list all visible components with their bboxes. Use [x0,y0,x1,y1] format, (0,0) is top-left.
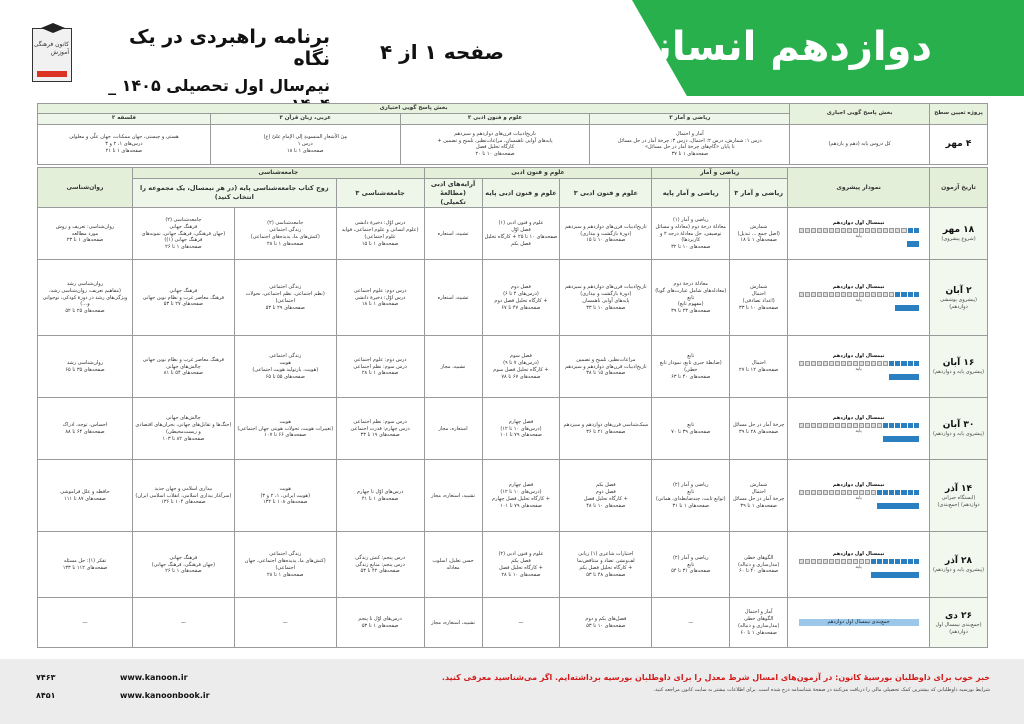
col-sub-lit: علوم و فنون ادبی ۳ [400,114,590,124]
col-project: پروژه تعیین سطح [930,104,988,125]
soc3-cell: درس دوم: علوم اجتماعی درس اوّل: ذخیرهٔ دانشی صفحه‌های ۱ تا ۱۸ [336,260,424,336]
progress-segment [817,228,822,233]
soc-base-b-cell: فرهنگ معاصر غرب و نظام نوین جهانی چالش‌های جهانی صفحه‌های ۵۴ تا ۸۱ [132,336,234,398]
progress-segment [799,559,804,564]
progress-segment [859,361,864,366]
kanoon-logo-icon [32,28,72,82]
progress-segment [895,292,900,297]
progress-chart [799,415,919,442]
col-group-soc: جامعه‌شناسی [132,168,424,179]
schedule-row [38,460,988,532]
col-group-math: ریاضی و آمار [652,168,788,179]
progress-segment [871,559,876,564]
progress-segment [895,490,900,495]
progress-segment [829,490,834,495]
footer-note: شرایط بورسیه داوطلبانی که بیشترین کمک تحصیلی مالی را دریافت می‌کنند در صفحهٔ شناسنامه درج شده است. برای اطلاعات بیشتر به سایت کانون مراجعه کنید. [653,687,990,693]
math3-cell: شمارش احتمال چرخهٔ آمار در حل مسائل صفحه‌های ۱ تا ۳۹ [730,460,788,532]
math-base-cell: — [652,598,730,648]
exam-date: ۲۶ دی [945,610,973,621]
progress-segment [889,559,894,564]
progress-segment [841,490,846,495]
progress-cell [788,598,930,648]
exam-date-cell [930,598,988,648]
progress-segment [835,559,840,564]
figures-cell: استعاره، مجاز [424,398,482,460]
progress-segment [853,228,858,233]
lit3-cell: مراعات‌نظیر، تلمیح و تضمین تاریخ‌ادبیات قرن‌های دوازدهم و سیزدهم صفحه‌های ۱۵ تا ۳۸ [560,336,652,398]
program-title-block [90,26,330,114]
progress-segment [811,559,816,564]
progress-segment [853,423,858,428]
progress-segment [859,490,864,495]
progress-segment [823,361,828,366]
progress-chart [799,551,919,578]
exam-date: ۳۰ آبان [942,419,975,430]
progress-cell [788,532,930,598]
lit3-cell: فصل یکم فصل دوم + کارگاه تحلیل فصل صفحه‌های ۱۰ تا ۴۸ [560,460,652,532]
soc-base-a-cell: جامعه‌شناسی (۲) زندگی اجتماعی (کنش‌های ما، پدیده‌های اجتماعی) صفحه‌های ۱ تا ۲۸ [234,208,336,260]
exam-date: ۱۴ آذر [945,483,973,494]
progress-segment [805,423,810,428]
progress-chart [799,220,919,247]
exam-date: ۱۶ آبان [942,357,975,368]
graduation-cap-icon [41,23,65,33]
progress-segment [901,361,906,366]
progress-segment [835,292,840,297]
soc-base-a-cell: زندگی اجتماعی (نظم اجتماعی، نظم اجتماعی، تحولات اجتماعی) صفحه‌های ۲۹ تا ۵۳ [234,260,336,336]
psy-cell: احساس، توجه، ادراک صفحه‌های ۶۴ تا ۸۸ [38,398,133,460]
progress-segment [895,228,900,233]
math3-cell: چرخهٔ آمار در حل مسائل صفحه‌های ۲۸ تا ۳۹ [730,398,788,460]
progress-segment [871,361,876,366]
lit-base-cell: علوم و فنون ادبی (۲) فصل یکم + کارگاه تحلیل فصل صفحه‌های ۱۰ تا ۲۸ [482,532,560,598]
progress-segment [853,559,858,564]
col-sub-math: ریاضی و آمار ۳ [590,114,790,124]
exam-date-sub: (پیشروی پایه و دوازدهم) [932,369,985,376]
progress-segment [823,559,828,564]
base-progress-strip [871,572,919,578]
figures-cell: تشبیه، استعاره [424,260,482,336]
progress-chart [799,482,919,509]
progress-chart [799,353,919,380]
exam-date-cell [930,260,988,336]
exam-date-cell [930,208,988,260]
progress-segment [853,292,858,297]
footer [0,659,1024,724]
col-optional: بخش پاسخ گویی اختیاری [38,104,790,114]
soc-base-b-cell: بیداری اسلامی و جهان جدید (سرآغاز بیداری اسلامی، انقلاب اسلامی ایران) صفحه‌های ۱۰۴ تا ۱۳۶ [132,460,234,532]
exam-date-sub: (جمع‌بندی نیمسال اول دوازدهم) [935,622,982,635]
progress-segment [914,361,919,366]
math-base-cell: معادلهٔ درجهٔ دوم (معادله‌های شامل عبارت‌های گویا) تابع (مفهوم تابع) صفحه‌های ۲۳ تا ۳۹ [652,260,730,336]
base-progress-strip [877,503,919,509]
figures-cell: تشبیه، استعاره، مجاز [424,460,482,532]
progress-segment [908,559,913,564]
progress-segment [877,361,882,366]
progress-title: نیمسال اول دوازدهم [832,414,885,421]
progress-segment [835,490,840,495]
progress-segment [847,228,852,233]
soc-base-b-cell: — [132,598,234,648]
progress-segment [859,423,864,428]
progress-title: نیمسال اول دوازدهم [832,283,885,290]
progress-segment [847,490,852,495]
progress-cell [788,336,930,398]
soc3-cell: درس سوم: نظم اجتماعی درس چهارم: قدرت اجتماعی صفحه‌های ۱۹ تا ۳۳ [336,398,424,460]
math3-cell: شمارش احتمال (اعداد تصادفی) صفحه‌های ۱۰ تا ۳۳ [730,260,788,336]
math3-cell: احتمال صفحه‌های ۱۲ تا ۲۷ [730,336,788,398]
progress-segment [829,361,834,366]
progress-segment [811,490,816,495]
exam-date-sub: (پیشروی پایه و دوازدهم) [932,567,985,574]
soc3-cell: درس‌های اوّل تا پنجم صفحه‌های ۱ تا ۵۳ [336,598,424,648]
schedule-row [38,260,988,336]
schedule-row [38,336,988,398]
col-soc3: جامعه‌شناسی ۳ [336,179,424,208]
progress-segment [871,490,876,495]
progress-label: پایه [855,233,862,239]
lit-base-cell: — [482,598,560,648]
review-bar: جمع‌بندی نیمسال اول دوازدهم [799,619,919,626]
progress-segment [823,292,828,297]
figures-cell: تشبیه، استعاره [424,208,482,260]
progress-segment [889,423,894,428]
lit-base-cell: فصل دوم (درس‌های ۴ تا ۶) + کارگاه تحلیل فصل دوم صفحه‌های ۴۷ تا ۶۷ [482,260,560,336]
progress-cell [788,260,930,336]
opt-arabic: مِنَ الأشعارِ المنسوبةِ إلی الإمامِ علیّ (ع) درس ۱ صفحه‌های ۱ تا ۱۸ [210,124,400,164]
progress-segment [908,292,913,297]
progress-segment [895,423,900,428]
col-lit3: علوم و فنون ادبی ۳ [560,179,652,208]
progress-segment [847,559,852,564]
progress-grid [799,423,919,428]
progress-segment [805,490,810,495]
progress-segment [883,361,888,366]
math3-cell: الگوهای خطی (مدل‌سازی و دنباله) صفحه‌های ۴۰ تا ۶۰ [730,532,788,598]
opt-math: آمار و احتمال درس ۱: شمارش، درس ۲: احتمال، درس ۳: چرخهٔ آمار در حل مسائل تا پایان «گام‌های چرخهٔ آمار در حل مسائل» صفحه‌های ۱ تا ۳۷ [590,124,790,164]
progress-cell [788,208,930,260]
progress-segment [829,292,834,297]
progress-segment [883,292,888,297]
page-number: صفحه ۱ از ۴ [380,40,504,64]
progress-segment [859,228,864,233]
math-base-cell: تابع (ضابطهٔ جبری تابع، نمودار تابع خطی) صفحه‌های ۴۰ تا ۶۳ [652,336,730,398]
sms-number-1: ۷۴۶۳ [36,673,56,682]
progress-segment [817,292,822,297]
progress-segment [847,292,852,297]
progress-segment [805,228,810,233]
lit-base-cell: فصل چهارم (درس‌های ۱۰ تا ۱۲) + کارگاه تحلیل فصل چهارم صفحه‌های ۷۹ تا ۱۰۱ [482,460,560,532]
col-figures: آرایه‌های ادبی (مطالعهٔ تکمیلی) [424,179,482,208]
progress-segment [901,228,906,233]
base-progress-strip [895,305,919,311]
progress-segment [871,228,876,233]
progress-cell [788,460,930,532]
progress-title: نیمسال اول دوازدهم [832,219,885,226]
psy-cell: حافظه و علل فراموشی صفحه‌های ۸۷ تا ۱۱۱ [38,460,133,532]
col-group-lit: علوم و فنون ادبی [424,168,652,179]
progress-segment [877,490,882,495]
logo-red-bar [37,71,67,77]
opt-lit: تاریخ‌ادبیات قرن‌های دوازدهم و سیزدهم پایه‌های آوایی ناهمسان، مراعات‌نظیر، تلمیح و تضمین + کارگاه تحلیل فصل صفحه‌های ۱۰ تا ۲۰ [400,124,590,164]
soc-base-b-cell: فرهنگ جهانی (جهان فرهنگی، فرهنگ جهانی) صفحه‌های ۱ تا ۲۶ [132,532,234,598]
lit3-cell: فصل‌های یکم و دوم صفحه‌های ۱۰ تا ۵۳ [560,598,652,648]
exam-date-cell [930,336,988,398]
progress-segment [805,292,810,297]
progress-segment [799,292,804,297]
progress-segment [889,228,894,233]
col-sub-philosophy: فلسفه ۲ [38,114,211,124]
program-subtitle: نیم‌سال اول تحصیلی ۱۴۰۵ _ [108,76,330,95]
math-base-cell: ریاضی و آمار (۲) تابع (توابع ثابت، چندضابطه‌ای، همانی) صفحه‌های ۱ تا ۳۱ [652,460,730,532]
progress-segment [883,490,888,495]
progress-segment [799,423,804,428]
progress-segment [877,292,882,297]
progress-segment [914,559,919,564]
soc-base-b-cell: چالش‌های جهانی (جنگ‌ها و تقابل‌های جهانی، بحران‌های اقتصادی و زیست‌محیطی) صفحه‌های ۸۲ تا ۱۰۳ [132,398,234,460]
progress-segment [865,423,870,428]
math-base-cell: تابع صفحه‌های ۳۹ تا ۷۰ [652,398,730,460]
progress-label: پایه [855,366,862,372]
footer-announcement: خبر خوب برای داوطلبان بورسیهٔ کانون: در آزمون‌های امسال شرط معدل را برای داوطلبان بورسیه برداشته‌ایم. اگر می‌شناسید معرفی کنید. [441,673,990,682]
progress-grid [799,361,919,366]
progress-segment [871,292,876,297]
progress-label: پایه [855,564,862,570]
exam-date: ۲ آبان [945,285,972,296]
exam-date-sub: (پیشروی پایه و دوازدهم) [932,431,985,438]
progress-segment [883,228,888,233]
progress-segment [811,361,816,366]
col-mandatory: بخش پاسخ گویی اجباری [790,104,930,125]
col-date: تاریخ آزمون [930,168,988,208]
progress-segment [817,559,822,564]
soc-base-a-cell: زندگی اجتماعی هویت (هویت، بازتولید هویت اجتماعی) صفحه‌های ۵۵ تا ۶۵ [234,336,336,398]
soc3-cell: درس اوّل: ذخیرهٔ دانشی (علوم انسانی و علوم اجتماعی، فواید علوم اجتماعی) صفحه‌های ۱ تا ۱۵ [336,208,424,260]
progress-segment [853,361,858,366]
progress-segment [799,361,804,366]
progress-segment [805,361,810,366]
soc3-cell: درس پنجم: کنش زندگی درس پنجم: منابع زندگی صفحه‌های ۴۲ تا ۵۳ [336,532,424,598]
progress-segment [829,559,834,564]
progress-segment [799,228,804,233]
progress-segment [817,361,822,366]
schedule-row [38,598,988,648]
progress-grid [799,490,919,495]
progress-grid [799,292,919,297]
base-progress-strip [907,241,919,247]
progress-label: پایه [855,428,862,434]
figures-cell: تشبیه، استعاره، مجاز [424,598,482,648]
base-progress-strip [883,436,919,442]
website-link-2[interactable]: www.kanoonbook.ir [120,691,210,700]
progress-segment [901,490,906,495]
progress-segment [841,559,846,564]
progress-segment [865,292,870,297]
psy-cell: روان‌شناسی: تعریف و روش مورد مطالعه صفحه‌های ۱ تا ۲۳ [38,208,133,260]
lit3-cell: تاریخ‌ادبیات قرن‌های دوازدهم و سیزدهم (دورهٔ بازگشت و بیداری) صفحه‌های ۱۰ تا ۱۵ [560,208,652,260]
progress-segment [908,228,913,233]
progress-segment [914,423,919,428]
soc-base-a-cell: هویت (تغییرات هویت، تحولات هویتی جهان اجتماعی) صفحه‌های ۶۶ تا ۱۰۷ [234,398,336,460]
progress-segment [877,228,882,233]
progress-segment [865,361,870,366]
progress-segment [841,228,846,233]
col-math3: ریاضی و آمار ۳ [730,179,788,208]
exam-date: ۲۸ آذر [945,555,973,566]
progress-segment [853,490,858,495]
progress-segment [841,423,846,428]
figures-cell: تشبیه، مجاز [424,336,482,398]
progress-grid [799,228,919,233]
progress-segment [823,490,828,495]
progress-segment [829,423,834,428]
progress-segment [823,228,828,233]
exam-date-cell [930,460,988,532]
progress-segment [889,361,894,366]
progress-segment [811,423,816,428]
progress-segment [883,559,888,564]
progress-segment [829,228,834,233]
header [0,0,1024,96]
math3-cell: شمارش (اصل جمع … تبدیل) صفحه‌های ۱ تا ۱۸ [730,208,788,260]
progress-grid [799,559,919,564]
soc-base-a-cell: هویت (هویت ایرانی، ۱، ۲ و ۳) صفحه‌های ۱۰۸ تا ۱۳۲ [234,460,336,532]
website-link-1[interactable]: www.kanoon.ir [120,673,188,682]
progress-segment [805,559,810,564]
progress-title: نیمسال اول دوازدهم [832,550,885,557]
progress-segment [811,228,816,233]
progress-segment [895,559,900,564]
exam-date-sub: (پیشروی پوششی دوازدهم) [940,297,977,310]
progress-segment [908,490,913,495]
progress-segment [877,559,882,564]
psy-cell: — [38,598,133,648]
soc3-cell: درس دوم: علوم اجتماعی درس سوم: نظم اجتماعی صفحه‌های ۱ تا ۲۸ [336,336,424,398]
col-progress: نمودار پیشروی [788,168,930,208]
progress-segment [865,228,870,233]
soc-base-b-cell: فرهنگ جهانی فرهنگ معاصر غرب و نظام نوین جهانی صفحه‌های ۲۷ تا ۵۳ [132,260,234,336]
progress-segment [871,423,876,428]
sms-number-2: ۸۴۵۱ [36,691,56,700]
lit3-cell: سبک‌شناسی قرن‌های دوازدهم و سیزدهم صفحه‌های ۲۱ تا ۳۶ [560,398,652,460]
col-lit-base: علوم و فنون ادبی پایه [482,179,560,208]
progress-segment [865,559,870,564]
col-math-base: ریاضی و آمار پایه [652,179,730,208]
progress-segment [823,423,828,428]
progress-segment [835,228,840,233]
progress-segment [841,361,846,366]
schedule-row [38,208,988,260]
progress-segment [859,559,864,564]
main-schedule-table [37,167,988,648]
page-title: دوازدهم انسانی [616,24,932,70]
progress-segment [908,361,913,366]
progress-segment [817,423,822,428]
figures-cell: حسن تعلیل، اسلوب معادله [424,532,482,598]
exam-date-sub: (ایستگاه جبرانی دوازدهم) (جمع‌بندی) [937,495,980,508]
progress-segment [835,361,840,366]
level-test-table [37,103,988,165]
math-base-cell: ریاضی و آمار (۱) معادلهٔ درجهٔ دوم (معادله و مسائل توصیفی، حل معادلهٔ درجه ۲ و کاربردها) صفحه‌های ۱۰ تا ۳۲ [652,208,730,260]
progress-segment [859,292,864,297]
base-progress-strip [889,374,919,380]
lit3-cell: اختیارات شاعری (۱) زبانی لف‌ونشر، تضاد و متناقض‌نما + کارگاه تحلیل فصل یکم صفحه‌های ۴۸ تا ۵۳ [560,532,652,598]
progress-segment [901,423,906,428]
schedule-row [38,532,988,598]
psy-cell: روان‌شناسی رشد (مفاهیم تعریف، روان‌شناسی رشد، ویژگی‌های رشد در دورهٔ کودکی، نوجوانی و…) صفحه‌های ۲۵ تا ۵۲ [38,260,133,336]
progress-segment [847,423,852,428]
psy-cell: روان‌شناسی رشد صفحه‌های ۳۵ تا ۶۵ [38,336,133,398]
progress-segment [841,292,846,297]
progress-segment [908,423,913,428]
exam-date-cell [930,532,988,598]
psy-cell: تفکر (۱): حل مسئله صفحه‌های ۱۱۲ تا ۱۳۳ [38,532,133,598]
progress-segment [889,490,894,495]
exam-date-sub: (شروع پیشروی) [941,236,976,243]
col-psy: روان‌شناسی [38,168,133,208]
progress-segment [877,423,882,428]
progress-segment [799,490,804,495]
progress-segment [865,490,870,495]
schedule-row [38,398,988,460]
level-date: ۴ مهر [930,124,988,164]
progress-cell [788,398,930,460]
col-sub-arabic: عربی، زبان قرآن ۳ [210,114,400,124]
math-base-cell: ریاضی و آمار (۲) تابع صفحه‌های ۳۱ تا ۵۴ [652,532,730,598]
exam-date-cell [930,398,988,460]
soc-base-b-cell: جامعه‌شناسی (۲) فرهنگ جهانی (جهان فرهنگی، فرهنگ جهانی، نمونه‌های فرهنگ جهانی (۱)) صفحه‌های ۱ تا ۲۶ [132,208,234,260]
logo-text: کانون فرهنگی آموزش [33,41,69,56]
progress-segment [901,292,906,297]
progress-segment [883,423,888,428]
progress-segment [889,292,894,297]
progress-segment [901,559,906,564]
exam-date: ۱۸ مهر [942,224,975,235]
progress-segment [817,490,822,495]
soc3-cell: درس‌های اوّل تا چهارم صفحه‌های ۱ تا ۴۱ [336,460,424,532]
progress-segment [914,228,919,233]
progress-segment [914,292,919,297]
lit-base-cell: فصل چهارم (درس‌های ۱۰ تا ۱۲) صفحه‌های ۷۹ تا ۱۰۱ [482,398,560,460]
mandatory-text: کل دروس پایه (دهم و یازدهم) [790,124,930,164]
progress-segment [835,423,840,428]
progress-title: نیمسال اول دوازدهم [832,481,885,488]
col-soc-base: زوج کتاب جامعه‌شناسی پایه (در هر نیمسال، یک مجموعه را انتخاب کنید) [132,179,336,208]
progress-segment [847,361,852,366]
program-title: برنامه راهبردی در یک نگاه [129,26,330,70]
progress-title: نیمسال اول دوازدهم [832,352,885,359]
progress-segment [811,292,816,297]
soc-base-a-cell: زندگی اجتماعی (کنش‌های ما، پدیده‌های اجتماعی، جهان اجتماعی) صفحه‌های ۱ تا ۲۸ [234,532,336,598]
progress-segment [914,490,919,495]
progress-label: پایه [855,297,862,303]
progress-label: پایه [855,495,862,501]
opt-philosophy: هستی و چیستی، جهان ممکنات، جهان علّی و معلولی درس‌های ۱، ۲ و ۳ صفحه‌های ۱ تا ۲۱ [38,124,211,164]
lit3-cell: تاریخ‌ادبیات قرن‌های دوازدهم و سیزدهم (دورهٔ بازگشت و بیداری) پایه‌های آوایی ناهمسان صفحه‌های ۱۰ تا ۳۳ [560,260,652,336]
lit-base-cell: علوم و فنون ادبی (۱) فصل اوّل صفحه‌های ۱۰ تا ۲۵ + کارگاه تحلیل فصل یکم [482,208,560,260]
progress-chart [799,284,919,311]
math3-cell: آمار و احتمال الگوهای خطی (مدل‌سازی و دنباله) صفحه‌های ۱ تا ۶۰ [730,598,788,648]
lit-base-cell: فصل سوم (درس‌های ۷ تا ۹) + کارگاه تحلیل فصل سوم صفحه‌های ۶۷ تا ۷۸ [482,336,560,398]
soc-base-a-cell: — [234,598,336,648]
progress-segment [895,361,900,366]
